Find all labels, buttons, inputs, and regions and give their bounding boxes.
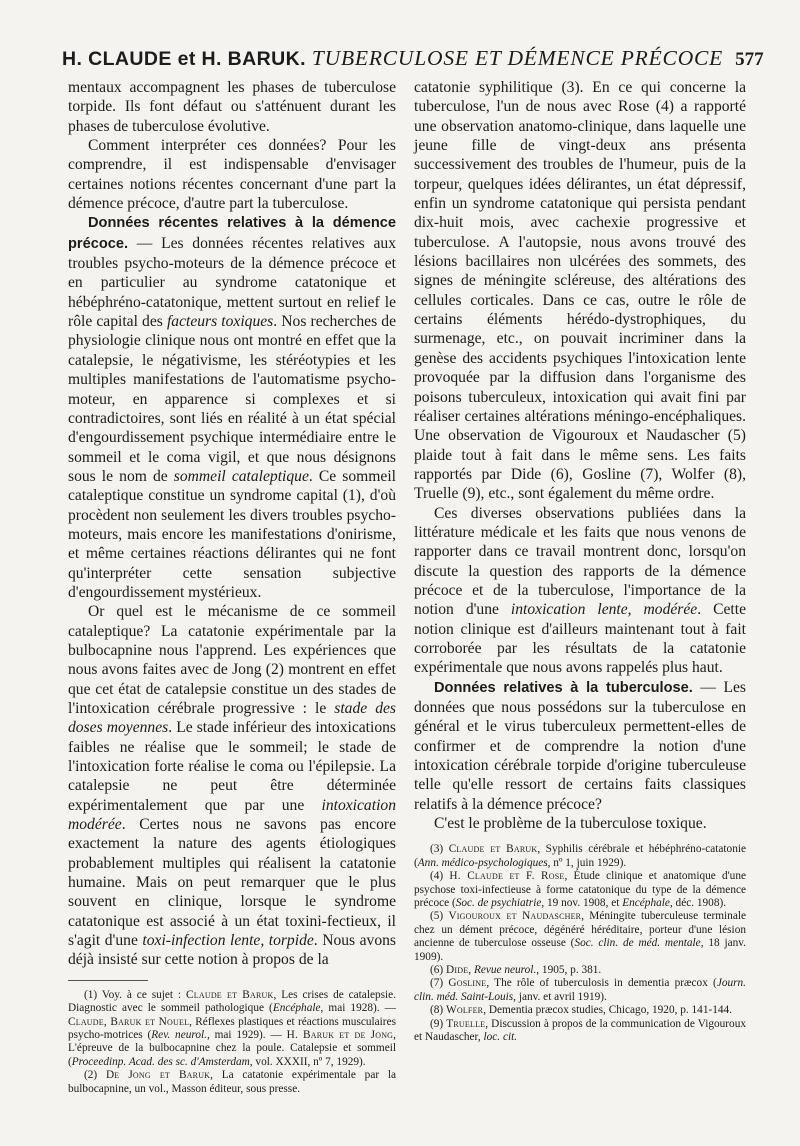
- text-run: (3): [430, 843, 449, 856]
- footnote-7: [414, 977, 746, 1004]
- text-run: , 18 janv. 1909).: [414, 937, 747, 963]
- section-title-tuberculosis: Données relatives à la tuberculose.: [434, 679, 693, 696]
- text-run: , vol. XXXII, nº 7, 1929).: [249, 1055, 366, 1068]
- text-run: Ces diverses observations publiées dans la littérature médicale et les faits que nous venons de rapporter dans ce travail montrent donc, lorsqu'on discute la question des rapports de la démence précoce et de la tuberculose, l'importance de la notion d'une: [414, 504, 746, 619]
- header-left: [62, 46, 723, 71]
- footnote-author: H. Baruk et de Jong: [286, 1029, 394, 1042]
- text-run: . Ce sommeil cataleptique constitue un syndrome capital (1), d'où procèdent non seulement les divers troubles psycho-moteurs, mais encore les manifestations d'onirisme, et même certaines réactions délirantes qui ne font qu'interpréter cette sensation subjective d'engourdissement mystérieux.: [68, 467, 396, 601]
- journal-name: Revue neurol.: [473, 964, 537, 977]
- text-run: (1) Voy. à ce sujet :: [84, 988, 187, 1001]
- text-run: (6): [430, 964, 446, 977]
- footnote-9: [414, 1018, 746, 1045]
- footnote-author: Dide: [446, 964, 469, 977]
- text-run: Or quel est le mécanisme de ce sommeil cataleptique? La catatonie expérimentale par la bulbocapnine nous l'apprend. Les expériences que nous avons faites avec de Jong (2) montrent en effet que cet état de catalepsie constitue un des stades de l'intoxication cérébrale progressive : le: [68, 603, 396, 717]
- text-run: (5): [430, 910, 449, 923]
- text-run: , Syphilis cérébrale et hébéphréno-catatonie (: [414, 843, 746, 869]
- text-run: — Les données récentes relatives aux troubles psycho-moteurs de la démence précoce et en particulier au syndrome catatonique et hébéphréno-catatonique, mettent surtout en relief le rôle capital des: [68, 234, 396, 331]
- paragraph: Comment interpréter ces données? Pour les comprendre, il est indispensable d'envisager certaines notions récentes concernant d'une part la démence précoce, d'autre part la tuberculose.: [68, 137, 396, 213]
- paragraph: C'est le problème de la tuberculose toxique.: [434, 815, 707, 833]
- footnote-author: Vigouroux et Naudascher: [448, 910, 582, 923]
- right-column: [414, 78, 746, 1045]
- footnote-6: [414, 964, 746, 977]
- running-header: [62, 46, 764, 78]
- footnotes-right: [414, 843, 746, 1044]
- text-run: (7): [430, 977, 449, 990]
- text-run: , Les crises de catalepsie. Diagnostic avec le sommeil pathologique (: [68, 988, 396, 1015]
- text-run: (8): [430, 1004, 446, 1017]
- text-run: , L'épreuve de la bulbocapnine chez la poule. Catalepsie et sommeil (: [68, 1029, 396, 1068]
- text-run: , Méningite tuberculeuse terminale chez un dément précoce, dégénéré héréditaire, porteur d'une lésion ancienne de tuberculose osseuse (: [414, 910, 746, 950]
- text-run: , 19 nov. 1908, et: [541, 897, 623, 910]
- text-run: , nº 1, juin 1929).: [547, 856, 627, 869]
- journal-name: Encéphale: [622, 897, 670, 910]
- emphasis: facteurs toxiques: [166, 313, 274, 331]
- text-run: . Nos recherches de physiologie clinique nous ont montré en effet que la catalepsie, le négativisme, les stéréotypies et les multiples manifestations de l'automatisme psycho-moteur, en apparence si complexes et si contradictoires, sont liés en réalité à un état spécial d'engourdissement psychique intermédiaire entre le sommeil et le coma vigil, et que nous désignons sous le nom de: [68, 313, 397, 485]
- footnote-3: [414, 843, 746, 870]
- footnote-author: Claude et Baruk: [186, 988, 274, 1001]
- journal-name: Ann. médico-psychologiques: [417, 856, 548, 869]
- footnote-author: H. Claude et F. Rose: [449, 870, 565, 883]
- footnote-1: [68, 989, 396, 1069]
- footnote-author: Claude et Baruk: [448, 843, 538, 856]
- text-run: , mai 1929). —: [206, 1029, 287, 1042]
- text-run: (2): [84, 1069, 106, 1082]
- page-number: 577: [735, 49, 764, 70]
- emphasis: intoxication lente, modérée: [510, 601, 698, 619]
- section-paragraph-dementia: [68, 213, 396, 602]
- text-run: , The rôle of tuberculosis in dementia præcox (: [486, 977, 717, 990]
- paragraph: [68, 602, 396, 970]
- footnote-8: [414, 1004, 746, 1017]
- journal-name: Journ. clin. méd. Saint-Louis: [414, 977, 746, 1003]
- text-run: (9): [430, 1017, 447, 1030]
- footnote-author: Truelle: [446, 1017, 486, 1030]
- header-title: TUBERCULOSE ET DÉMENCE PRÉCOCE: [311, 46, 724, 70]
- journal-name: Encéphale: [272, 1002, 321, 1015]
- text-run: , Dementia præcox studies, Chicago, 1920, p. 141-144.: [483, 1004, 733, 1017]
- text-run: — Les données que nous possédons sur la tuberculose en général et le virus tuberculeux permettent-elles de confirmer et de comprendre la notion d'une intoxication cérébrale torpide d'origine tuberculeuse telle qu'elle ressort de certains faits classiques relatifs à la démence précoce?: [414, 678, 747, 813]
- footnote-5: [414, 910, 746, 964]
- paragraph: catatonie syphilitique (3). En ce qui concerne la tuberculose, l'un de nous avec Rose (4) a rapporté une observation anatomo-clinique, dans laquelle une jeune fille de vingt-deux ans présenta successivement des troubles de l'humeur, puis de la torpeur, quelques idées délirantes, un état dépressif, enfin un syndrome catatonique qui persista pendant dix-huit mois, avec cachexie progressive et tuberculose. A l'autopsie, nous avons trouvé des lésions bacillaires non ulcérées des sommets, des signes de méningite scléreuse, des altérations des cellules corticales. Dans ce cas, outre le rôle de certains éléments hérédo-dystrophiques, du surmenage, etc., on pouvait incriminer dans la genèse des accidents psychiques l'intoxication lente provoquée par la diffusion dans l'organisme des poisons tuberculeux, intoxication qui avait fini par réaliser certaines altérations méningo-encéphaliques. Une observation de Vigouroux et Naudascher (5) plaide tout à fait dans le même sens. Les faits rapportés par Dide (6), Gosline (7), Wolfer (8), Truelle (9), etc., sont également du même ordre.: [414, 79, 746, 503]
- journal-name: Soc. de psychiatrie: [455, 897, 542, 910]
- footnote-author: Claude, Baruk et Nouel: [68, 1015, 190, 1028]
- emphasis: intoxication modérée: [68, 796, 396, 834]
- text-run: , déc. 1908).: [669, 897, 727, 910]
- journal-name: Rev. neurol.: [151, 1029, 207, 1042]
- journal-name: loc. cit.: [483, 1031, 518, 1044]
- text-run: , janv. et avril 1919).: [513, 990, 607, 1003]
- emphasis: stade des doses moyennes: [68, 700, 396, 737]
- text-run: (4): [430, 870, 450, 883]
- text-run: , La catatonie expérimentale par la bulbocapnine, un vol., Masson éditeur, sous presse.: [68, 1069, 396, 1095]
- text-run: , Discussion à propos de la communication de Vigouroux et Naudascher,: [414, 1017, 747, 1044]
- text-run: , Réflexes plastiques et réactions musculaires psycho-motrices (: [68, 1015, 396, 1042]
- emphasis: sommeil cataleptique: [173, 467, 309, 485]
- text-run: . Le stade inférieur des intoxications faibles ne réalise que le sommeil; le stade de l'intoxication forte réalise le coma ou l'épilepsie. La catalepsie ne peut être déterminée expérimentalement que par une: [68, 719, 396, 814]
- footnote-2: [68, 1069, 396, 1096]
- text-run: . Certes nous ne savons pas encore exactement la nature des agents étiologiques probablement multiples qui réalisent la catatonie humaine. Mais on peut remarquer que le plus souvent en clinique, lorsque le syndrome catatonique est associé à un état toxini-fectieux, il s'agit d'une: [68, 816, 396, 950]
- paragraph: mentaux accompagnent les phases de tuberculose torpide. Ils font défaut ou s'atténuent durant les phases de tuberculose évolutive.: [68, 79, 396, 135]
- header-authors: H. CLAUDE et H. BARUK.: [62, 48, 306, 70]
- emphasis: toxi-infection lente, torpide: [142, 932, 314, 950]
- text-run: , 1905, p. 381.: [536, 964, 602, 977]
- footnote-divider: [68, 980, 148, 981]
- text-run: , Étude clinique et anatomique d'une psychose toxi-infectieuse à forme catatonique du type de la démence précoce (: [414, 870, 746, 910]
- text-run: . Nous avons déjà insisté sur cette notion à propos de la: [68, 932, 397, 969]
- text-run: , mai 1928). —: [320, 1002, 396, 1015]
- text-run: . Cette notion clinique est d'ailleurs maintenant tout à fait corroborée par les résultats de la catatonie expérimentale que nous avons rappelés plus haut.: [414, 601, 746, 677]
- section-paragraph-tuberculosis: [414, 678, 746, 814]
- paragraph: [414, 504, 746, 678]
- footnote-author: Gosline: [448, 977, 487, 990]
- journal-name: Proceedinp. Acad. des sc. d'Amsterdam: [71, 1055, 250, 1068]
- footnote-author: De Jong et Baruk: [105, 1069, 211, 1082]
- text-run: ,: [468, 964, 474, 977]
- footnotes-left: [68, 989, 396, 1096]
- footnote-author: Wolfer: [446, 1004, 484, 1017]
- section-title-dementia: Données récentes relatives à la démence précoce.: [68, 215, 396, 252]
- footnote-4: [414, 870, 746, 910]
- left-column: [68, 78, 396, 1096]
- journal-name: Soc. clin. de méd. mentale: [574, 937, 701, 950]
